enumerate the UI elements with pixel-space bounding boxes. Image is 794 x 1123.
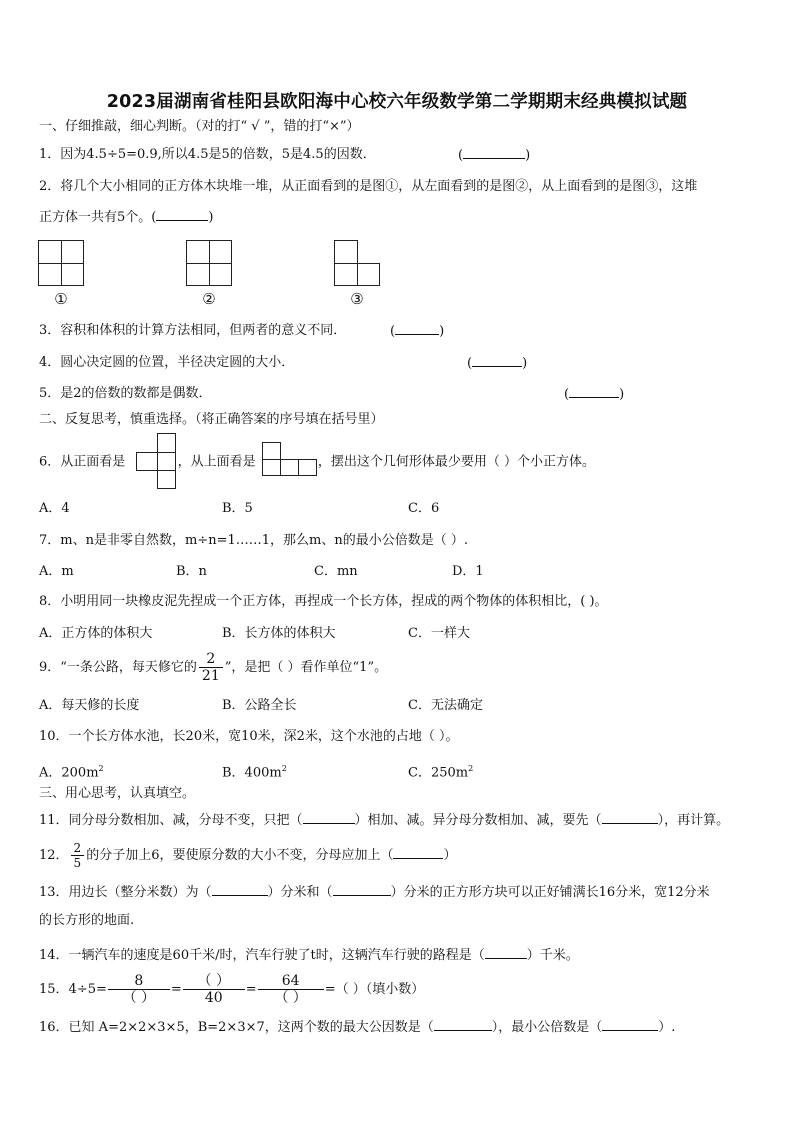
question-8-option-c[interactable]: C．一样大 bbox=[408, 626, 470, 641]
question-7-option-b[interactable]: B．n bbox=[176, 564, 207, 579]
paren-open: ( bbox=[564, 387, 570, 402]
answer-blank[interactable] bbox=[463, 146, 525, 159]
question-15: 15．4÷5= $\frac{8}{( )}$ = $\frac{( )}{40}$ = $\frac{64}{( )}$ =（ ）（填小数） bbox=[39, 973, 425, 1006]
paren-close: ) bbox=[208, 210, 214, 225]
section-3-heading: 三、用心思考，认真填空。 bbox=[39, 786, 196, 801]
question-9-text-a: 9．“一条公路，每天修它的 bbox=[39, 660, 197, 675]
answer-blank[interactable] bbox=[156, 208, 208, 221]
question-6-text-c: ，摆出这个几何形体最少要用（ ）个小正方体。 bbox=[317, 454, 595, 470]
question-6-option-b[interactable]: B．5 bbox=[222, 501, 253, 516]
fraction-3[interactable]: $\frac{64}{( )}$ bbox=[259, 973, 323, 1006]
paren-close: ) bbox=[525, 148, 531, 163]
question-4: 4．圆心决定圆的位置，半径决定圆的大小． bbox=[39, 355, 295, 370]
figure-label-3: ③ bbox=[350, 290, 364, 308]
figure-label-2: ② bbox=[202, 290, 216, 308]
question-10-option-c[interactable]: C．$250m^2$ bbox=[408, 764, 474, 781]
question-6-text-b: ，从上面看是 bbox=[177, 454, 256, 470]
question-13-text-a: 13．用边长（整分米数）为（ bbox=[39, 885, 212, 900]
question-1-answer[interactable] bbox=[458, 146, 530, 165]
question-9-option-b[interactable]: B．公路全长 bbox=[222, 698, 297, 713]
answer-blank[interactable] bbox=[434, 1018, 492, 1031]
page-title: 2023届湖南省桂阳县欧阳海中心校六年级数学第二学期期末经典模拟试题 bbox=[106, 92, 688, 112]
section-2-heading: 二、反复思考，慎重选择。（将正确答案的序号填在括号里） bbox=[39, 412, 384, 427]
question-10: 10．一个长方体水池，长20米，宽10米，深2米，这个水池的占地（ ）。 bbox=[39, 729, 459, 744]
question-9-option-a[interactable]: A．每天修的长度 bbox=[39, 698, 140, 713]
view-figure-3 bbox=[334, 240, 380, 286]
question-9-option-c[interactable]: C．无法确定 bbox=[408, 698, 483, 713]
answer-blank[interactable] bbox=[485, 946, 527, 959]
question-1-text: 1．因为4.5÷5=0.9,所以4.5是5的倍数，5是4.5的因数． bbox=[39, 147, 376, 162]
question-6-option-c[interactable]: C．6 bbox=[408, 501, 440, 516]
question-12 bbox=[39, 838, 456, 874]
answer-blank[interactable] bbox=[569, 385, 619, 398]
question-5: 5．是2的倍数的数都是偶数． bbox=[39, 386, 212, 401]
answer-blank[interactable] bbox=[602, 1018, 658, 1031]
answer-blank[interactable] bbox=[602, 811, 658, 824]
question-1 bbox=[39, 146, 376, 164]
paren-close: ) bbox=[619, 387, 625, 402]
answer-blank[interactable] bbox=[333, 883, 391, 896]
question-14 bbox=[39, 946, 579, 965]
question-2-text: 正方体一共有5个。( bbox=[39, 210, 157, 225]
question-3: 3．容积和体积的计算方法相同，但两者的意义不同． bbox=[39, 323, 347, 338]
paren-close: ) bbox=[439, 324, 445, 339]
paren-close: ） bbox=[443, 848, 457, 863]
fraction-2[interactable]: $\frac{( )}{40}$ bbox=[184, 973, 244, 1006]
question-9-text-b: ”，是把（ ）看作单位“1”。 bbox=[224, 660, 388, 675]
question-16-text-b: ），最小公倍数是（ bbox=[491, 1020, 603, 1035]
question-8: 8．小明用同一块橡皮泥先捏成一个正方体，再捏成一个长方体，捏成的两个物体的体积相比，( )。 bbox=[39, 594, 608, 609]
fraction-1[interactable]: $\frac{8}{( )}$ bbox=[109, 973, 169, 1006]
question-7-option-d[interactable]: D．1 bbox=[452, 564, 484, 579]
view-figure-2 bbox=[186, 240, 232, 286]
paren-open: ( bbox=[458, 148, 464, 163]
answer-blank[interactable] bbox=[303, 811, 355, 824]
question-13-line-2: 的长方形的地面. bbox=[39, 913, 135, 928]
question-7: 7．m、n是非零自然数，m÷n=1……1，那么m、n的最小公倍数是（ ）. bbox=[39, 533, 468, 548]
question-10-option-a[interactable]: A．$200m^2$ bbox=[39, 764, 104, 781]
question-4-answer[interactable] bbox=[467, 354, 527, 373]
question-7-option-a[interactable]: A．m bbox=[39, 564, 74, 579]
question-7-option-c[interactable]: C．mn bbox=[314, 564, 358, 579]
question-14-text-b: ）千米。 bbox=[526, 948, 579, 963]
question-13-text-c: ）分米的正方形方块可以正好铺满长16分米，宽12分米 bbox=[390, 885, 710, 900]
question-13-line-1 bbox=[39, 883, 710, 902]
paren-open: ( bbox=[467, 356, 473, 371]
question-15-tail: =（ ）（填小数） bbox=[324, 982, 425, 997]
question-14-text-a: 14．一辆汽车的速度是60千米/时，汽车行驶了t时，这辆汽车行驶的路程是（ bbox=[39, 948, 485, 963]
question-15-text: 15．4÷5= bbox=[39, 982, 107, 997]
answer-blank[interactable] bbox=[395, 322, 439, 335]
paren-open: ( bbox=[390, 324, 396, 339]
fraction-2-5: $\frac{2}{5}$ bbox=[71, 841, 85, 870]
question-11 bbox=[39, 811, 729, 830]
question-11-text-c: ），再计算。 bbox=[657, 813, 730, 828]
question-6-text-a: 6．从正面看是 bbox=[39, 454, 126, 470]
question-5-answer[interactable] bbox=[564, 385, 624, 404]
question-16-text-a: 16．已知 A=2×2×3×5，B=2×3×7，这两个数的最大公因数是（ bbox=[39, 1020, 434, 1035]
question-12-number: 12． bbox=[39, 848, 69, 863]
question-10-option-b[interactable]: B．$400m^2$ bbox=[222, 764, 287, 781]
question-2-line-2 bbox=[39, 208, 213, 227]
answer-blank[interactable] bbox=[472, 354, 522, 367]
question-8-option-a[interactable]: A．正方体的体积大 bbox=[39, 626, 153, 641]
question-9 bbox=[39, 650, 387, 686]
question-8-option-b[interactable]: B．长方体的体积大 bbox=[222, 626, 336, 641]
section-1-heading: 一、仔细推敲，细心判断。（对的打“ √ ”，错的打“×”） bbox=[39, 119, 360, 134]
fraction-2-21: $\frac{2}{21}$ bbox=[199, 651, 223, 684]
question-6-option-a[interactable]: A．4 bbox=[39, 501, 70, 516]
question-11-text-a: 11．同分母分数相加、减，分母不变，只把（ bbox=[39, 813, 303, 828]
question-2-line-1: 2．将几个大小相同的正方体木块堆一堆，从正面看到的是图①，从左面看到的是图②，从上面看到的是图③，这堆 bbox=[39, 179, 698, 194]
figure-label-1: ① bbox=[54, 290, 68, 308]
view-figure-1 bbox=[38, 240, 84, 286]
paren-close: ) bbox=[522, 356, 528, 371]
question-13-text-b: ）分米和（ bbox=[267, 885, 333, 900]
front-view-shape bbox=[136, 433, 178, 489]
question-11-text-b: ）相加、减。异分母分数相加、减，要先（ bbox=[354, 813, 602, 828]
question-3-answer[interactable] bbox=[390, 322, 444, 341]
question-16 bbox=[39, 1018, 675, 1037]
question-16-text-c: ）. bbox=[658, 1020, 676, 1035]
question-12-text: 的分子加上6，要使原分数的大小不变，分母应加上（ bbox=[86, 848, 394, 863]
answer-blank[interactable] bbox=[393, 846, 443, 859]
answer-blank[interactable] bbox=[212, 883, 268, 896]
top-view-shape bbox=[262, 442, 318, 476]
